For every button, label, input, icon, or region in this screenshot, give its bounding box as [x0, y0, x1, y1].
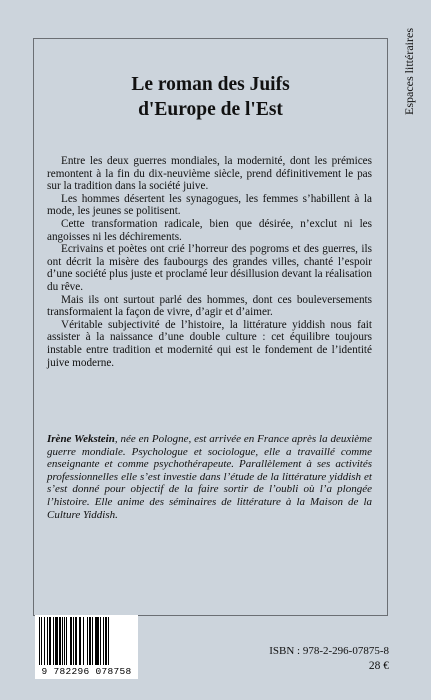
price: 28 € [368, 660, 389, 672]
blurb-paragraph: Véritable subjectivité de l’histoire, la littérature yiddish nous fait assister à la naissance d’une double culture : cet équilibre toujours instable entre tradition et modernité qui est le fondement de l’identité juive moderne. [47, 318, 372, 369]
barcode [35, 615, 138, 679]
blurb-paragraph: Ecrivains et poètes ont crié l’horreur des pogroms et des guerres, ils ont décrit la misère des faubourgs des grandes villes, chanté l’espoir d’une société plus juste et proclamé leur désillusion devant la réalisation du rêve. [47, 243, 372, 293]
blurb-paragraph: Les hommes désertent les synagogues, les femmes s’habillent à la mode, les jeunes se politisent. [47, 192, 372, 218]
author-bio-text: , née en Pologne, est arrivée en France après la deuxième guerre mondiale. Psychologue et sociologue, elle a travaillé comme enseignante et comme psychothérapeute. Parallèlement à ses activités professionnelles elle s’est investie dans l’étude de la littérature yiddish et s’est donné pour objectif de la faire sortir de l’oubli où l’a plongée l’histoire. Elle anime des séminaires de littérature à la Maison de la Culture Yiddish. [47, 433, 372, 521]
series-label-text: Espaces littéraires [401, 28, 416, 115]
book-title [33, 72, 388, 122]
author-bio [47, 433, 372, 521]
blurb-paragraph: Mais ils ont surtout parlé des hommes, dont ces bouleversements transformaient la façon de vivre, d’agir et d’aimer. [47, 293, 372, 319]
blurb [47, 155, 372, 369]
blurb-paragraph: Cette transformation radicale, bien que désirée, n’exclut ni les angoisses ni les déchirements. [47, 217, 372, 243]
series-label [398, 28, 420, 178]
author-name: Irène Wekstein [47, 433, 115, 445]
title-line-2: d'Europe de l'Est [138, 99, 283, 120]
title-line-1: Le roman des Juifs [131, 74, 290, 95]
barcode-bars [39, 617, 135, 665]
blurb-paragraph: Entre les deux guerres mondiales, la modernité, dont les prémices remontent à la fin du dix-neuvième siècle, prend définitivement le pas sur la tradition dans la société juive. [47, 155, 372, 193]
barcode-bar [109, 617, 110, 665]
barcode-number: 9 782296 078758 [41, 666, 132, 677]
isbn: ISBN : 978-2-296-07875-8 [269, 645, 389, 657]
